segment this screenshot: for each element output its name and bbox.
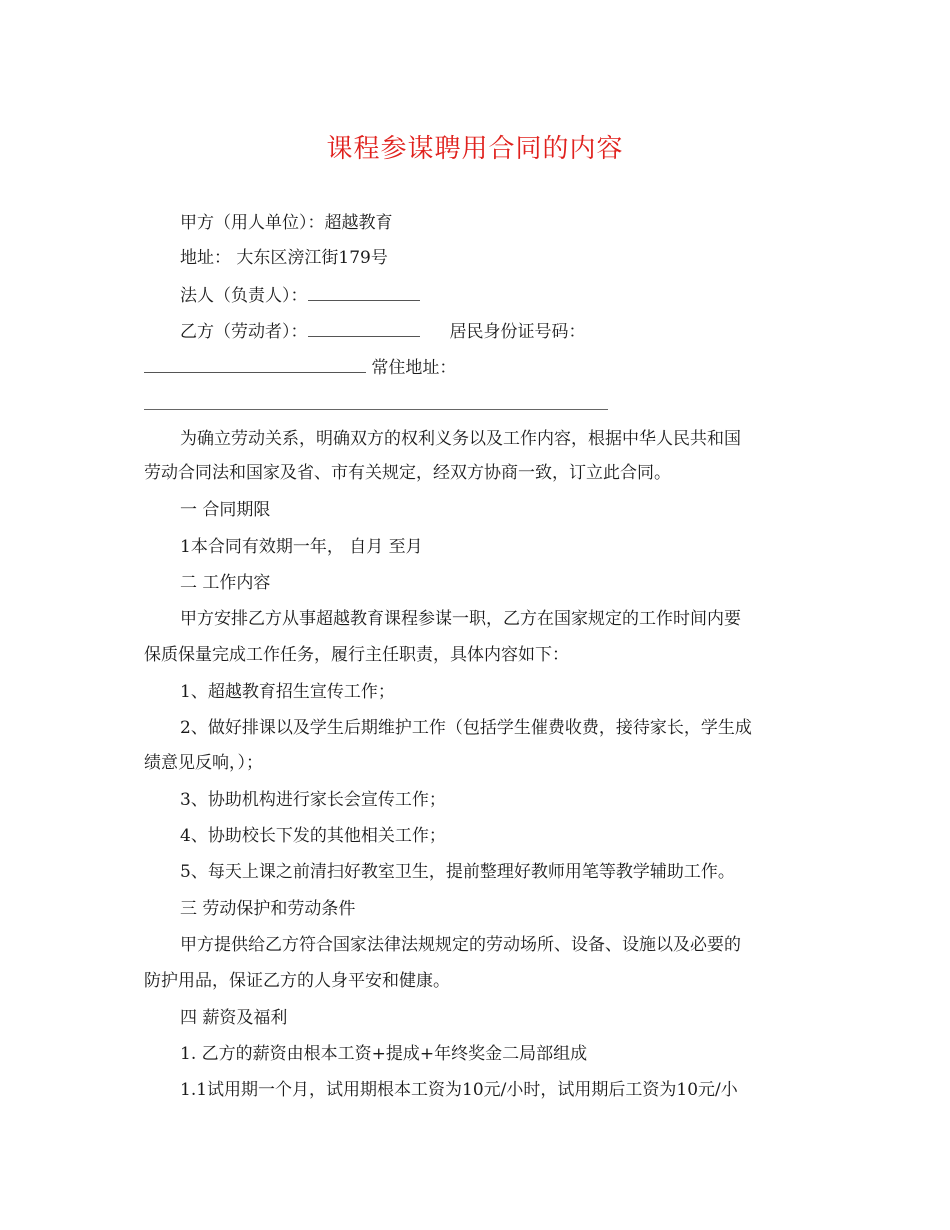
address-value: 大东区滂江街179号 [236, 248, 388, 268]
section-2-heading: 二 工作内容 [180, 573, 271, 593]
section-2-paragraph-line-1: 甲方安排乙方从事超越教育课程参谋一职，乙方在国家规定的工作时间内要 [180, 609, 741, 629]
party-a-value: 超越教育 [324, 213, 393, 233]
section-3-paragraph-line-1: 甲方提供给乙方符合国家法律法规规定的劳动场所、设备、设施以及必要的 [180, 935, 741, 955]
legal-rep-line [180, 284, 420, 307]
legal-rep-label: 法人（负责人）： [180, 286, 308, 306]
address-label: 地址： [180, 248, 231, 268]
party-b-line [180, 320, 586, 343]
section-1-item-1: 1本合同有效期一年， 自月 至月 [180, 537, 423, 557]
section-4-heading: 四 薪资及福利 [180, 1008, 288, 1028]
intro-line-2: 劳动合同法和国家及省、市有关规定，经双方协商一致，订立此合同。 [144, 463, 671, 483]
section-4-item-1: 1. 乙方的薪资由根本工资+提成+年终奖金二局部组成 [180, 1044, 588, 1064]
party-b-label: 乙方（劳动者）： [180, 322, 308, 342]
section-2-item-1: 1、超越教育招生宣传工作； [180, 682, 395, 702]
party-a-line [180, 212, 393, 234]
id-number-blank [144, 356, 366, 373]
section-2-item-5: 5、每天上课之前清扫好教室卫生，提前整理好教师用笔等教学辅助工作。 [180, 862, 735, 882]
section-3-paragraph-line-2: 防护用品，保证乙方的人身平安和健康。 [144, 971, 450, 991]
section-2-paragraph-line-2: 保质保量完成工作任务，履行主任职责，具体内容如下： [144, 645, 569, 665]
section-2-item-4: 4、协助校长下发的其他相关工作； [180, 826, 446, 846]
intro-line-1: 为确立劳动关系，明确双方的权利义务以及工作内容，根据中华人民共和国 [180, 429, 741, 449]
residence-blank [144, 409, 608, 410]
section-4-item-1-1: 1.1试用期一个月，试用期根本工资为10元/小时，试用期后工资为10元/小 [180, 1080, 738, 1100]
section-2-item-2-line-1: 2、做好排课以及学生后期维护工作（包括学生催费收费，接待家长，学生成 [180, 718, 752, 738]
residence-line [144, 356, 456, 379]
document-title: 课程参谋聘用合同的内容 [326, 134, 624, 164]
address-line [180, 247, 388, 269]
section-3-heading: 三 劳动保护和劳动条件 [180, 899, 356, 919]
section-2-item-2-line-2: 绩意见反响，）； [144, 753, 263, 773]
section-2-item-3: 3、协助机构进行家长会宣传工作； [180, 790, 446, 810]
party-a-label: 甲方（用人单位）： [180, 213, 325, 233]
residence-label: 常住地址： [371, 358, 457, 378]
section-1-heading: 一 合同期限 [180, 500, 271, 520]
legal-rep-blank [308, 284, 420, 301]
id-number-label: 居民身份证号码： [449, 322, 586, 342]
party-b-blank [308, 320, 420, 337]
